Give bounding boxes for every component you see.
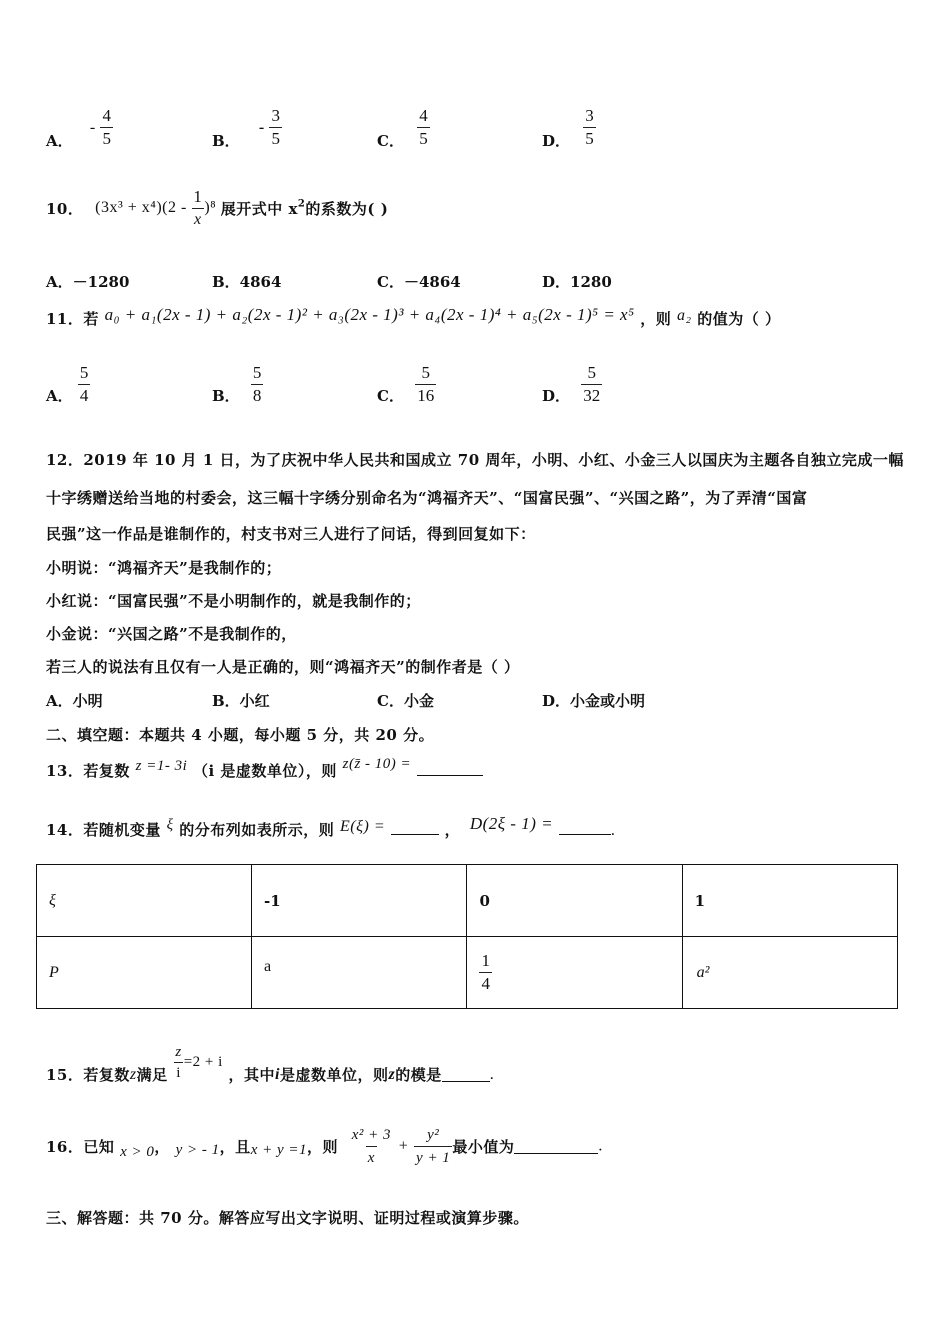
q9-option-a: A． - $\frac{4}{5}$	[46, 106, 111, 150]
q14-expectation-blank[interactable]	[391, 820, 439, 835]
table-row	[37, 865, 898, 937]
q12-line-1: 12．2019 年 10 月 1 日，为了庆祝中华人民共和国成立 70 周年，小明、小红、小金三人以国庆为主题各自独立完成一幅	[46, 451, 904, 469]
question-15: 15．若复数z满足 $\frac{z}{i}$ =2 + i ，其中i是虚数单位，则z的模是 .	[46, 1044, 495, 1084]
table-cell: a	[252, 937, 467, 1009]
q12-line-2: 十字绣赠送给当地的村委会，这三幅十字绣分别命名为“鸿福齐天”、“国富民强”、“兴国之路”，为了弄清“国富	[46, 489, 808, 507]
q11-option-a: A． $\frac{5}{4}$	[46, 363, 89, 405]
q10-option-c: C．－4864	[377, 273, 461, 291]
table-cell: 1	[682, 865, 897, 937]
question-10: 10． (3x³ + x⁴)(2 - $\frac{1}{x}$ )⁸ 展开式中 $x^2$的系数为( )	[46, 186, 388, 231]
section-3-heading: 三、解答题：共 70 分。解答应写出文字说明、证明过程或演算步骤。	[46, 1209, 529, 1227]
q11-option-b: B． $\frac{5}{8}$	[212, 363, 262, 405]
q15-answer-blank[interactable]	[442, 1067, 490, 1082]
q9-option-c: C． $\frac{4}{5}$	[377, 106, 428, 150]
q12-line-4: 小明说：“鸿福齐天”是我制作的；	[46, 559, 282, 577]
table-cell: P	[37, 937, 252, 1009]
q10-option-d: D．1280	[542, 273, 612, 291]
table-cell: a²	[682, 937, 897, 1009]
q13-answer-blank[interactable]	[417, 761, 483, 776]
question-13: 13．若复数 z =1- 3i （i 是虚数单位），则 z(z̄ - 10) =	[46, 760, 483, 781]
q12-option-c: C．小金	[377, 692, 434, 710]
q10-expression: (3x³ + x⁴)(2 - $\frac{1}{x}$ )⁸	[95, 199, 221, 216]
q11-option-d: D． $\frac{5}{32}$	[542, 363, 601, 405]
q11-option-c: C． $\frac{5}{16}$	[377, 363, 435, 405]
q12-line-3: 民强”这一作品是谁制作的，村支书对三人进行了问话，得到回复如下：	[46, 525, 536, 543]
question-14: 14．若随机变量 ξ 的分布列如表所示，则 E(ξ) = ， D(2ξ - 1) = .	[46, 814, 616, 839]
q16-answer-blank[interactable]	[514, 1139, 598, 1154]
table-cell: 0	[467, 865, 682, 937]
q12-line-7: 若三人的说法有且仅有一人是正确的，则“鸿福齐天”的制作者是（ ）	[46, 658, 520, 676]
table-cell: ξ	[37, 865, 252, 937]
q12-line-6: 小金说：“兴国之路”不是我制作的，	[46, 625, 297, 643]
q10-option-b: B．4864	[212, 273, 282, 291]
q11-expression: a₀ + a₁(2x - 1) + a₂(2x - 1)² + a₃(2x - 1)³ + a₄(2x - 1)⁴ + a₅(2x - 1)⁵ = x⁵	[104, 305, 635, 324]
distribution-table	[36, 864, 898, 1009]
section-2-heading: 二、填空题：本题共 4 小题，每小题 5 分，共 20 分。	[46, 726, 435, 744]
q12-option-b: B．小红	[212, 692, 270, 710]
q9-option-b: B． - $\frac{3}{5}$	[212, 106, 280, 150]
question-11: 11．若 a₀ + a₁(2x - 1) + a₂(2x - 1)² + a₃(2x - 1)³ + a₄(2x - 1)⁴ + a₅(2x - 1)⁵ = x⁵ ，则 a₂ 的值为（ ）	[46, 305, 781, 328]
q14-variance-blank[interactable]	[559, 820, 611, 835]
q10-option-a: A．－1280	[46, 273, 130, 291]
q12-option-a: A．小明	[46, 692, 103, 710]
table-cell: -1	[252, 865, 467, 937]
q9-option-d: D． $\frac{3}{5}$	[542, 106, 594, 150]
question-16: 16．已知 x > 0， y > - 1，且x + y =1，则 $\frac{\text{x² + 3}}{x}$ + $\frac{\text{y²}}{y + 1}$ 最小值为 .	[46, 1124, 603, 1169]
table-row	[37, 937, 898, 1009]
q12-line-5: 小红说：“国富民强”不是小明制作的，就是我制作的；	[46, 592, 421, 610]
q12-option-d: D．小金或小明	[542, 692, 646, 710]
table-cell: $\frac{1}{4}$	[467, 937, 682, 1009]
